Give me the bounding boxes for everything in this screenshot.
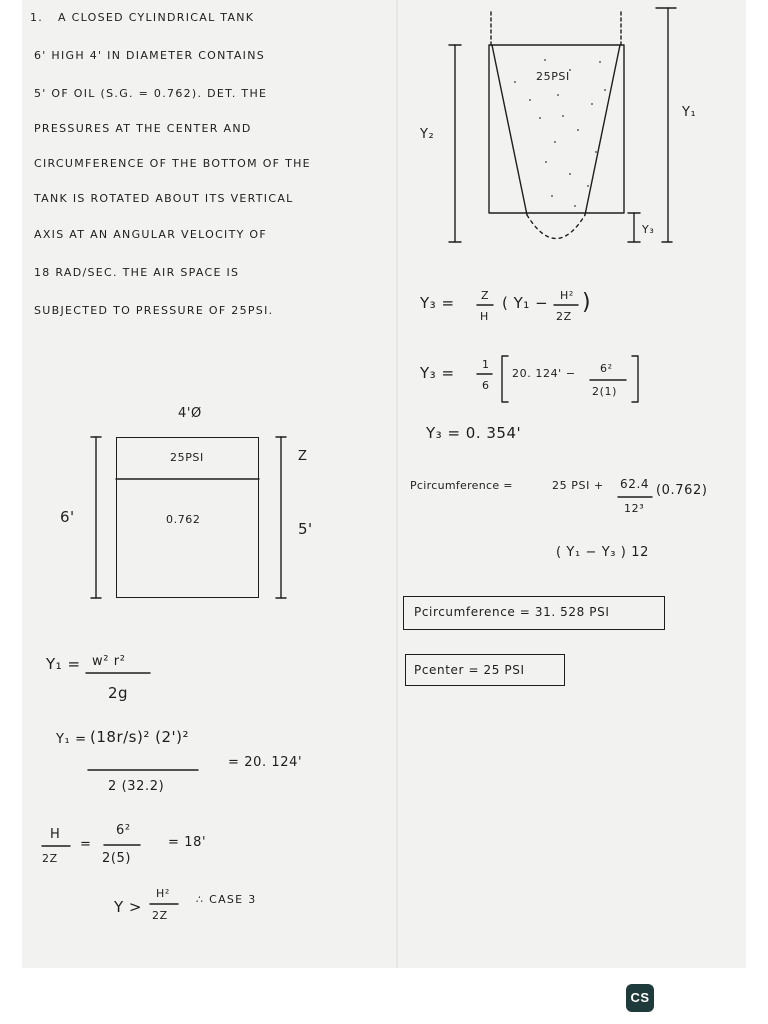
y1-substitution-lhs: Y₁ =	[56, 732, 87, 747]
h-value-numerator: 6²	[116, 823, 131, 838]
y3-fraction-denominator: 2Z	[556, 310, 572, 323]
problem-line: TANK IS ROTATED ABOUT ITS VERTICAL	[34, 192, 294, 205]
y3-formula-lhs: Y₃ =	[420, 294, 455, 312]
pcirc-fraction-numerator: 62.4	[620, 477, 650, 491]
problem-line: A CLOSED CYLINDRICAL TANK	[58, 11, 255, 24]
y1-formula-numerator: w² r²	[92, 654, 126, 669]
y3-fraction-numerator: H²	[560, 289, 574, 302]
y3-coef-numerator: Z	[481, 289, 490, 302]
h-ratio-numerator: H	[50, 827, 61, 842]
case-lhs: Y >	[114, 898, 142, 916]
problem-line: AXIS AT AN ANGULAR VELOCITY OF	[34, 228, 268, 241]
y1-formula-lhs: Y₁ =	[46, 655, 81, 673]
h-ratio-equals: =	[80, 837, 92, 852]
case-numerator: H²	[156, 887, 170, 900]
tank-height-label: 6'	[60, 508, 75, 526]
problem-line: SUBJECTED TO PRESSURE OF 25PSI.	[34, 304, 274, 317]
z-label: Z	[298, 449, 308, 464]
y1-label: Y₁	[682, 105, 697, 120]
camscanner-logo: CS	[626, 984, 654, 1012]
y3-result: Y₃ = 0. 354'	[426, 424, 522, 442]
rotating-air-pressure-label: 25PSI	[536, 70, 570, 83]
y1-substitution-numerator: (18r/s)² (2')²	[90, 728, 189, 746]
pcirc-formula-middle: 25 PSI +	[552, 479, 604, 492]
answer-circumference: Pcircumference = 31. 528 PSI	[414, 605, 610, 619]
y2-label: Y₂	[420, 127, 435, 142]
case-denominator: 2Z	[152, 909, 168, 922]
y1-result: = 20. 124'	[228, 755, 303, 770]
y3-sub-coef-denominator: 6	[482, 379, 490, 392]
pcirc-formula-tail: (0.762)	[656, 483, 708, 498]
oil-depth-label: 5'	[298, 520, 313, 538]
y1-formula-denominator: 2g	[108, 684, 129, 702]
problem-line: PRESSURES AT THE CENTER AND	[34, 122, 252, 135]
y3-sub-fraction-denominator: 2(1)	[592, 385, 617, 398]
air-pressure-label: 25PSI	[170, 451, 204, 464]
problem-line: 6' HIGH 4' IN DIAMETER CONTAINS	[34, 49, 266, 62]
y3-label: Y₃	[642, 223, 655, 236]
y3-substitution-lhs: Y₃ =	[420, 364, 455, 382]
case-result: ∴ CASE 3	[196, 893, 257, 906]
y1-substitution-denominator: 2 (32.2)	[108, 779, 165, 794]
problem-line: 18 RAD/SEC. THE AIR SPACE IS	[34, 266, 240, 279]
pcirc-formula-lhs: Pcircumference =	[410, 479, 513, 492]
h-result: = 18'	[168, 835, 207, 850]
answer-center: Pcenter = 25 PSI	[414, 663, 525, 677]
h-value-denominator: 2(5)	[102, 851, 132, 866]
y3-sub-coef-numerator: 1	[482, 358, 490, 371]
pcirc-fraction-denominator: 12³	[624, 502, 645, 515]
y3-substitution-middle: 20. 124' −	[512, 367, 576, 380]
h-ratio-denominator: 2Z	[42, 852, 58, 865]
y3-coef-denominator: H	[480, 310, 489, 323]
y3-formula-close: )	[582, 290, 591, 315]
oil-sg-label: 0.762	[166, 513, 201, 526]
pcirc-formula-line2: ( Y₁ − Y₃ ) 12	[556, 545, 649, 560]
tank-diameter-label: 4'Ø	[178, 406, 202, 421]
problem-line: 5' OF OIL (S.G. = 0.762). DET. THE	[34, 87, 268, 100]
y3-sub-fraction-numerator: 6²	[600, 362, 613, 375]
y3-formula-middle: ( Y₁ −	[502, 294, 549, 312]
problem-line: CIRCUMFERENCE OF THE BOTTOM OF THE	[34, 157, 311, 170]
problem-number: 1.	[30, 11, 44, 24]
